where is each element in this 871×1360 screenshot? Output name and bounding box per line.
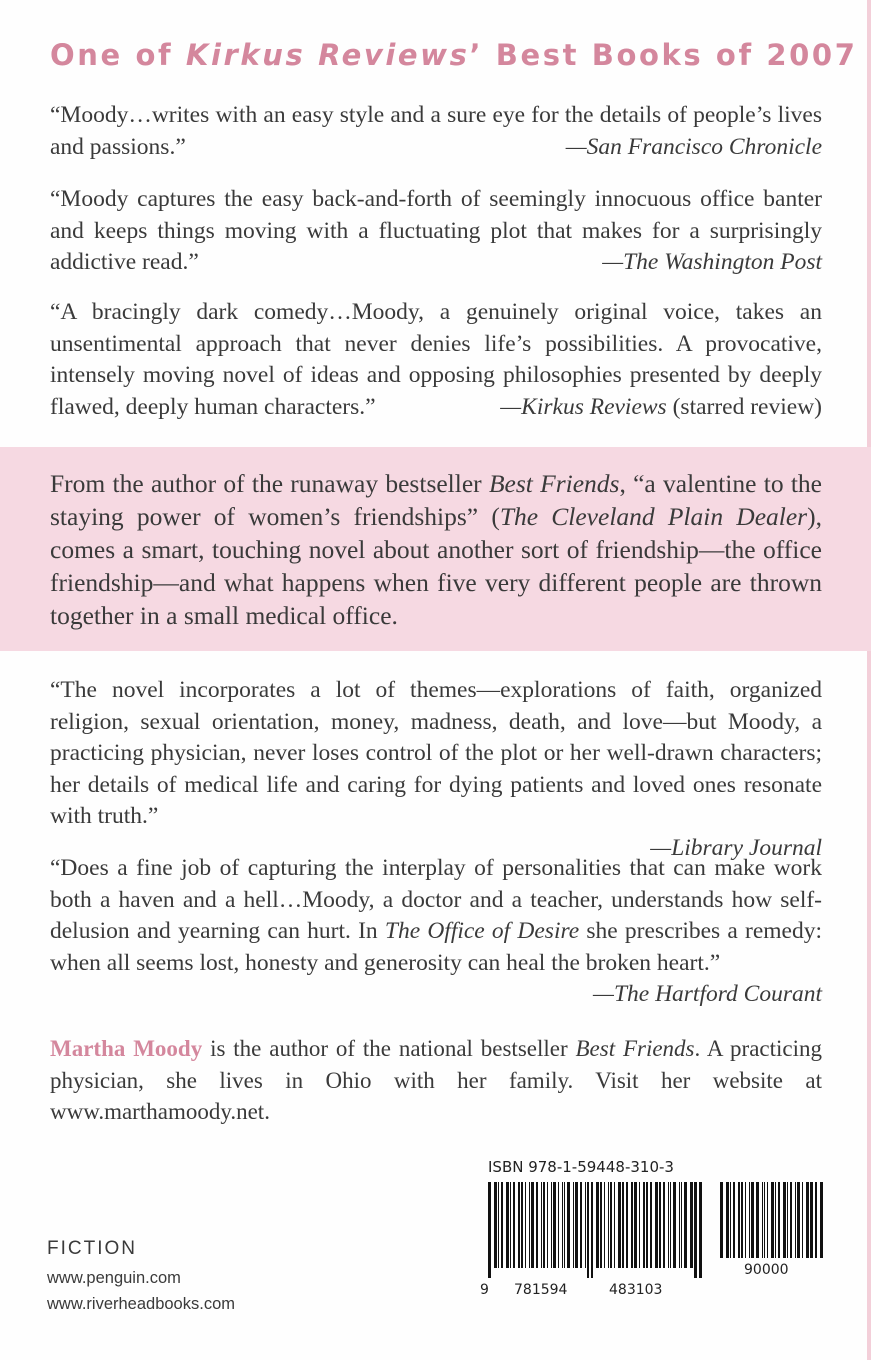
barcode-bar (646, 1182, 648, 1268)
barcode-bar (551, 1182, 552, 1268)
barcode-bar (553, 1182, 556, 1268)
barcode-bar (655, 1182, 658, 1268)
review-quote-sf-chronicle (50, 100, 822, 163)
barcode-bar (802, 1182, 803, 1258)
quote-text: “Moody…writes with an easy style and a sure eye for the details of people’s lives and passions.” (50, 102, 822, 160)
barcode-bar (797, 1182, 800, 1258)
barcode-bar (764, 1182, 765, 1258)
isbn-label: ISBN 978-1-59448-310-3 (488, 1158, 674, 1176)
quote-source: —Library Journal (650, 834, 822, 861)
review-quote-library-journal (50, 675, 822, 864)
barcode-bar (762, 1182, 763, 1258)
barcode-bar (562, 1182, 563, 1268)
barcode-bar (767, 1182, 768, 1258)
barcode-bar (521, 1182, 523, 1268)
quote-text: “Moody captures the easy back-and-forth of seemingly innocuous office banter and keeps things moving with a fluctuating plot that makes for a surprisingly addictive read.” (50, 186, 822, 275)
barcode-bar (668, 1182, 669, 1268)
category-label: FICTION (47, 1238, 137, 1259)
barcode-bar (815, 1182, 817, 1258)
barcode-bar (604, 1182, 605, 1268)
barcode-bar (541, 1182, 542, 1268)
barcode-bar (810, 1182, 813, 1258)
barcode-bar (610, 1182, 612, 1268)
barcode-bar (600, 1182, 602, 1268)
barcode-bar (543, 1182, 545, 1268)
quote-source: —The Washington Post (602, 249, 822, 275)
author-name: Martha Moody (50, 1036, 203, 1061)
barcode-bar (783, 1182, 786, 1258)
barcode-digits-right: 483103 (609, 1282, 663, 1298)
barcode-bar (547, 1182, 548, 1268)
barcode-bar (749, 1182, 750, 1258)
barcode-bar (795, 1182, 796, 1258)
barcode-bar (751, 1182, 754, 1258)
barcode-bar (745, 1182, 746, 1258)
isbn-barcode (478, 1180, 823, 1300)
barcode-bar (510, 1182, 511, 1268)
barcode-bar (806, 1182, 809, 1258)
barcode-bar (650, 1182, 652, 1268)
barcode-bar (726, 1182, 729, 1258)
barcode-bar (626, 1182, 628, 1268)
review-quote-hartford-courant: “Does a fine job of capturing the interplay of personalities that can make work both a haven and a hell…Moody, a doctor and a teacher, understands how self-delusion and yearning can hurt. In The Office of Desire she prescribes a remedy: when all seems lost, honesty and generosity can heal the broken heart.” —The Hartford Courant (50, 853, 822, 1011)
barcode-bar (506, 1182, 509, 1268)
publisher-url-penguin[interactable]: www.penguin.com (47, 1269, 181, 1287)
barcode-bar (639, 1182, 640, 1268)
barcode-bar (525, 1182, 526, 1268)
book-blurb: From the author of the runaway bestseller Best Friends, “a valentine to the staying power of women’s friendships” (The Cleveland Plain Dealer), comes a smart, touching novel about another sort of friendship—the office friendship—and what happens when five very different people are thrown together in a small medical office. (50, 469, 822, 630)
barcode-bar (634, 1182, 637, 1268)
barcode-price-code: 90000 (744, 1262, 789, 1278)
barcode-bar (679, 1182, 680, 1268)
barcode-bar (529, 1182, 530, 1268)
quote-text: “A bracingly dark comedy…Moody, a genuinely original voice, takes an unsentimental approach that never denies life’s possibilities. A provocative, intensely moving novel of ideas and opposing philosophies presented by deeply flawed, deeply human characters.” (50, 299, 822, 420)
barcode-bar (580, 1182, 582, 1268)
barcode-bar (575, 1182, 578, 1268)
barcode-bar (631, 1182, 633, 1268)
barcode-bar (536, 1182, 538, 1268)
quote-source: —The Hartford Courant (593, 981, 822, 1007)
barcode-bar (498, 1182, 499, 1268)
barcode-bar (738, 1182, 740, 1258)
barcode-bar (733, 1182, 735, 1258)
review-quote-kirkus (50, 297, 822, 423)
quote-text: “The novel incorporates a lot of themes—explorations of faith, organized religion, sexual orientation, money, madness, death, and love—but Moody, a practicing physician, never loses control of the plot or her well-drawn characters; her details of medical life and caring for dying patients and loved ones resonate with truth.” (50, 677, 822, 829)
barcode-bar (488, 1182, 491, 1278)
barcode-bar (659, 1182, 661, 1268)
author-bio: Martha Moody is the author of the national bestseller Best Friends. A practicing physician, she lives in Ohio with her family. Visit her website at www.marthamoody.net. (50, 1036, 823, 1124)
barcode-bar (573, 1182, 574, 1268)
barcode-bar (596, 1182, 599, 1268)
barcode-bar (681, 1182, 682, 1268)
barcode-bar (587, 1182, 589, 1278)
barcode-bar (513, 1182, 515, 1268)
barcode-bar (778, 1182, 780, 1258)
barcode-bar (775, 1182, 776, 1258)
barcode-bar (518, 1182, 520, 1268)
barcode-bar (585, 1182, 586, 1268)
barcode-bar (690, 1182, 693, 1268)
barcode-bar (501, 1182, 503, 1268)
barcode-bar (643, 1182, 645, 1268)
barcode-bar (684, 1182, 687, 1268)
barcode-bar (567, 1182, 570, 1268)
quote-source: —Kirkus Reviews (starred review) (500, 393, 822, 420)
barcode-bar (694, 1182, 697, 1278)
barcode-bar (741, 1182, 743, 1258)
barcode-bars-main (488, 1182, 702, 1278)
barcode-bar (670, 1182, 671, 1268)
barcode-bar (531, 1182, 534, 1268)
barcode-bar (591, 1182, 593, 1278)
publisher-url-riverhead[interactable]: www.riverheadbooks.com (47, 1295, 235, 1313)
barcode-bar (720, 1182, 723, 1258)
barcode-bar (618, 1182, 621, 1268)
barcode-bar (622, 1182, 624, 1268)
barcode-bar (608, 1182, 609, 1268)
review-quote-washington-post (50, 184, 822, 279)
barcode-bar (730, 1182, 731, 1258)
barcode-bar (494, 1182, 497, 1268)
barcode-bar (790, 1182, 792, 1258)
barcode-digit-first: 9 (480, 1282, 489, 1298)
barcode-bars-addon (720, 1182, 823, 1258)
award-headline: One of Kirkus Reviews’ Best Books of 2007 (50, 38, 858, 72)
barcode-bar (614, 1182, 615, 1268)
barcode-bar (820, 1182, 823, 1258)
barcode-digits-left: 781594 (514, 1282, 568, 1298)
barcode-bar (564, 1182, 565, 1268)
barcode-bar (787, 1182, 788, 1258)
barcode-bar (756, 1182, 759, 1258)
barcode-bar (558, 1182, 559, 1268)
headline-publication: Kirkus Reviews (185, 38, 470, 72)
quote-source: —San Francisco Chronicle (565, 133, 822, 160)
barcode-bar (673, 1182, 676, 1268)
barcode-bar (699, 1182, 702, 1278)
cover-edge (867, 0, 871, 1360)
barcode-bar (663, 1182, 665, 1268)
barcode-bar (771, 1182, 774, 1258)
